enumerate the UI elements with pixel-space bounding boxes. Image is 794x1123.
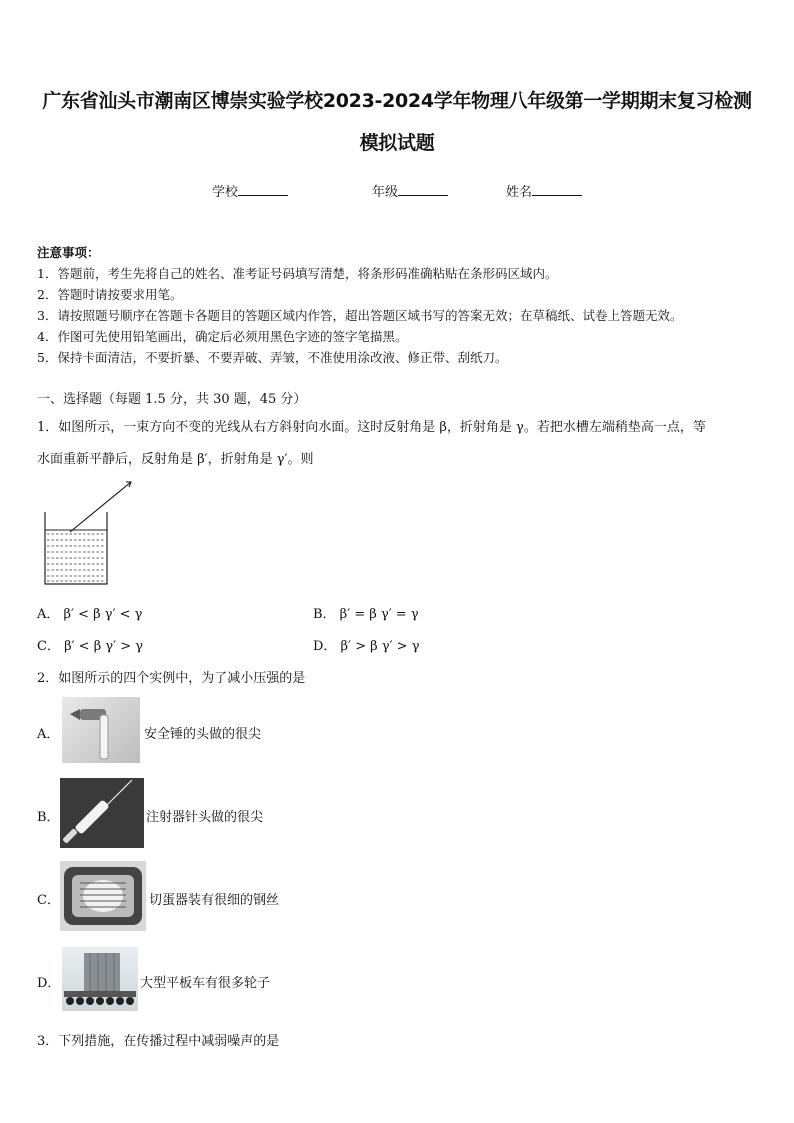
q1-line2: 水面重新平静后，反射角是 β′，折射角是 γ′。则 — [37, 452, 314, 467]
q2-option-a-letter[interactable]: A． — [37, 727, 60, 742]
school-field — [212, 181, 288, 200]
q1-option-c[interactable]: C． β′ < β γ′ > γ — [37, 639, 143, 654]
notice-item: 5．保持卡面清洁，不要折暴、不要弄破、弄皱，不准使用涂改液、修正带、刮纸刀。 — [37, 350, 508, 365]
q3-stem: 3．下列措施，在传播过程中减弱噪声的是 — [37, 1034, 280, 1049]
q1-option-b[interactable]: B． β′ = β γ′ = γ — [313, 607, 419, 622]
notice-item: 2．答题时请按要求用笔。 — [37, 287, 183, 302]
q2-stem: 2．如图所示的四个实例中，为了减小压强的是 — [37, 671, 306, 686]
page-subtitle: 模拟试题 — [359, 132, 435, 154]
q2-option-d-letter[interactable]: D． — [37, 976, 61, 991]
q2-option-c-text[interactable]: 切蛋器装有很细的钢丝 — [149, 893, 280, 908]
grade-field — [372, 181, 448, 200]
q2-option-a-text[interactable]: 安全锤的头做的很尖 — [144, 727, 262, 742]
grade-label: 年级 — [372, 185, 399, 200]
flatbed-truck-icon — [62, 947, 138, 1011]
q2-option-b-text[interactable]: 注射器针头做的很尖 — [146, 810, 264, 825]
grade-blank — [398, 183, 448, 196]
q2-option-d-text[interactable]: 大型平板车有很多轮子 — [140, 976, 271, 991]
q2-option-c-letter[interactable]: C． — [37, 893, 60, 908]
notice-item: 3．请按照题号顺序在答题卡各题目的答题区域内作答，超出答题区域书写的答案无效；在草稿纸、试卷上答题无效。 — [37, 308, 683, 323]
q1-line1: 1．如图所示，一束方向不变的光线从右方斜射向水面。这时反射角是 β，折射角是 γ。若把水槽左端稍垫高一点，等 — [37, 420, 706, 435]
school-label: 学校 — [212, 185, 239, 200]
hammer-icon — [62, 697, 140, 763]
syringe-icon — [60, 778, 144, 848]
q1-option-a[interactable]: A． β′ < β γ′ < γ — [37, 607, 143, 622]
q2-option-b-letter[interactable]: B． — [37, 810, 60, 825]
name-label: 姓名 — [506, 185, 533, 200]
water-tank-figure — [40, 478, 140, 590]
notice-list — [37, 263, 777, 368]
name-blank — [532, 183, 582, 196]
notice-item: 4．作图可先使用铅笔画出，确定后必须用黑色字迹的签字笔描黑。 — [37, 329, 408, 344]
name-field — [506, 181, 582, 200]
notice-heading: 注意事项： — [37, 245, 100, 260]
school-blank — [238, 183, 288, 196]
notice-item: 1．答题前，考生先将自己的姓名、准考证号码填写清楚，将条形码准确粘贴在条形码区域内。 — [37, 266, 558, 281]
q1-option-d[interactable]: D． β′ > β γ′ > γ — [313, 639, 420, 654]
egg-slicer-icon — [60, 861, 146, 931]
page-title: 广东省汕头市潮南区博崇实验学校2023-2024学年物理八年级第一学期期末复习检测 — [42, 90, 752, 112]
section-heading: 一、选择题（每题 1.5 分，共 30 题，45 分） — [37, 392, 307, 407]
